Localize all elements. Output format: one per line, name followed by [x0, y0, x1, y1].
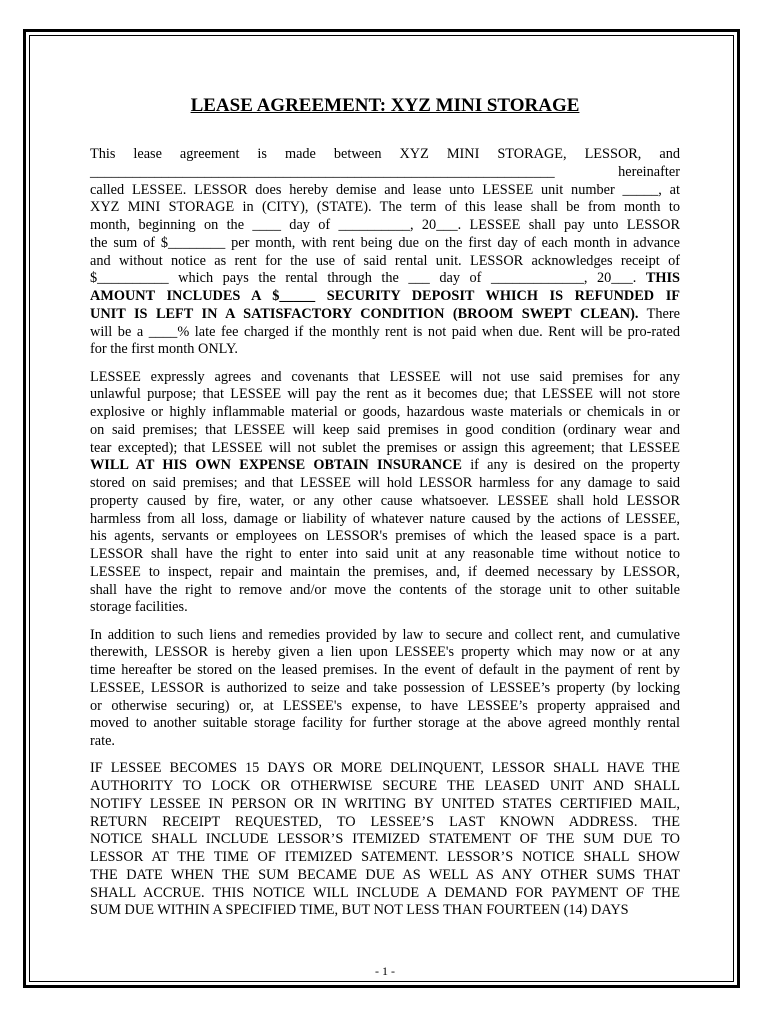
text-run: will be a ____% late fee charged if the monthly rent is not paid when due. Rent will be pro-rated: [90, 323, 680, 340]
text-line: [90, 306, 680, 324]
text-line: [90, 662, 680, 680]
document-body: [90, 146, 680, 930]
text-run: called LESSEE. LESSOR does hereby demise and lease unto LESSEE unit number _____, at: [90, 181, 680, 198]
text-run: and without notice as rent for the use of said rental unit. LESSOR acknowledges receipt of: [90, 252, 680, 269]
text-run: harmless from all loss, damage or liability of whatever nature caused by the actions of LESSEE,: [90, 510, 680, 527]
text-run: property caused by fire, water, or any other cause whatsoever. LESSEE shall hold LESSOR: [90, 492, 680, 509]
text-run: NOTIFY LESSEE IN PERSON OR IN WRITING BY UNITED STATES CERTIFIED MAIL,: [90, 795, 680, 812]
text-line: [90, 199, 680, 217]
text-run: LESSOR shall have the right to enter into said unit at any reasonable time without notice to: [90, 546, 680, 562]
paragraph: [90, 760, 680, 920]
text-line: [90, 698, 680, 716]
text-line: [90, 733, 680, 751]
text-run: his agents, servants or employees on LESSOR's premises of which the leased space is a part.: [90, 528, 680, 545]
document-title: LEASE AGREEMENT: XYZ MINI STORAGE: [190, 95, 580, 116]
text-line: [90, 288, 680, 306]
text-run: This lease agreement is made between XYZ MINI STORAGE, LESSOR, and: [90, 146, 680, 162]
text-line: [90, 217, 680, 235]
bold-text: THIS: [645, 270, 680, 287]
text-line: [90, 386, 680, 404]
text-line: [90, 422, 680, 440]
text-line: [90, 644, 680, 662]
text-line: [90, 457, 680, 475]
text-line: [90, 814, 680, 832]
bold-text: UNIT IS LEFT IN A SATISFACTORY CONDITION (BROOM SWEPT CLEAN).: [90, 305, 639, 322]
text-run: moved to another suitable storage facility for further storage at the above agreed monthly rental: [90, 715, 680, 732]
text-run: tear excepted); that LESSEE will not sublet the premises or assign this agreement; that LESSEE: [90, 439, 680, 456]
bold-text: WILL AT HIS OWN EXPENSE OBTAIN INSURANCE: [90, 457, 462, 474]
paragraph: [90, 146, 680, 359]
text-run: IF LESSEE BECOMES 15 DAYS OR MORE DELINQUENT, LESSOR SHALL HAVE THE: [90, 760, 680, 777]
text-run: AUTHORITY TO LOCK OR OTHERWISE SECURE THE LEASED UNIT AND SHALL: [90, 778, 680, 794]
text-line: [90, 546, 680, 564]
text-line: [90, 715, 680, 733]
text-run: NOTICE SHALL INCLUDE LESSOR’S ITEMIZED STATEMENT OF THE SUM DUE TO: [90, 831, 680, 848]
text-line: [90, 849, 680, 867]
text-run: THE DATE WHEN THE SUM BECAME DUE AS WELL AS ANY OTHER SUMS THAT: [90, 866, 680, 883]
text-line: [90, 778, 680, 796]
text-run: SHALL ACCRUE. THIS NOTICE WILL INCLUDE A DEMAND FOR PAYMENT OF THE: [90, 884, 680, 901]
text-run: on said premises; that LESSEE will keep said premises in good condition (ordinary wear and: [90, 421, 680, 438]
text-line: [90, 796, 680, 814]
text-line: [90, 582, 680, 600]
text-line: [90, 511, 680, 529]
text-line: [90, 164, 680, 182]
text-run: LESSOR AT THE TIME OF ITEMIZED SATEMENT. LESSOR’S NOTICE SHALL SHOW: [90, 849, 680, 865]
text-run: the sum of $________ per month, with rent being due on the first day of each month in advance: [90, 234, 680, 251]
text-run: There: [638, 305, 680, 322]
text-run: LESSEE, LESSOR is authorized to seize and take possession of LESSEE’s property (by locking: [90, 679, 680, 696]
text-line: [90, 341, 680, 359]
text-run: for the first month ONLY.: [90, 341, 239, 358]
text-run: unlawful purpose; that LESSEE will pay the rent as it becomes due; that LESSEE will not store: [90, 386, 680, 403]
text-run: time hereafter be stored on the leased premises. In the event of default in the payment of rent by: [90, 662, 680, 678]
text-run: RETURN RECEIPT REQUESTED, TO LESSEE’S LAST KNOWN ADDRESS. THE: [90, 813, 680, 830]
text-line: [90, 369, 680, 387]
text-run: _________________________________________________________________ hereinafter: [90, 163, 680, 180]
text-line: [90, 867, 680, 885]
text-run: if any is desired on the property: [461, 457, 680, 474]
text-run: In addition to such liens and remedies provided by law to secure and collect rent, and cumulative: [90, 626, 680, 643]
text-line: [90, 235, 680, 253]
text-line: [90, 493, 680, 511]
text-line: [90, 902, 680, 920]
text-run: storage facilities.: [90, 599, 188, 616]
text-line: [90, 885, 680, 903]
text-run: LESSEE to inspect, repair and maintain the premises, and, if deemed necessary by LESSOR,: [90, 563, 680, 580]
text-run: XYZ MINI STORAGE in (CITY), (STATE). The term of this lease shall be from month to: [90, 199, 680, 216]
text-line: [90, 760, 680, 778]
text-line: [90, 475, 680, 493]
paragraph: [90, 369, 680, 618]
text-line: [90, 599, 680, 617]
page-number: - 1 -: [375, 964, 395, 978]
text-run: rate.: [90, 733, 115, 749]
text-run: LESSEE expressly agrees and covenants that LESSEE will not use said premises for any: [90, 368, 680, 385]
text-line: [90, 270, 680, 288]
text-line: [90, 253, 680, 271]
text-line: [90, 440, 680, 458]
text-run: therewith, LESSOR is hereby given a lien upon LESSEE's property which may now or at any: [90, 644, 680, 661]
text-line: [90, 404, 680, 422]
text-line: [90, 564, 680, 582]
text-run: explosive or highly inflammable material or goods, hazardous waste materials or chemicals in or: [90, 404, 680, 420]
text-run: shall have the right to remove and/or move the contents of the storage unit to other suitable: [90, 581, 680, 598]
text-line: [90, 528, 680, 546]
text-run: $__________ which pays the rental through the ___ day of _____________, 20___.: [90, 270, 646, 287]
text-run: stored on said premises; and that LESSEE will hold LESSOR harmless for any damage to said: [90, 475, 680, 491]
text-run: SUM DUE WITHIN A SPECIFIED TIME, BUT NOT LESS THAN FOURTEEN (14) DAYS: [90, 902, 629, 919]
text-line: [90, 831, 680, 849]
text-run: month, beginning on the ____ day of __________, 20___. LESSEE shall pay unto LESSOR: [90, 217, 680, 233]
text-line: [90, 680, 680, 698]
text-line: [90, 627, 680, 645]
text-run: or otherwise securing) or, at LESSEE's expense, to have LESSEE’s property appraised and: [90, 697, 680, 714]
text-line: [90, 146, 680, 164]
text-line: [90, 324, 680, 342]
bold-text: AMOUNT INCLUDES A $_____ SECURITY DEPOSIT WHICH IS REFUNDED IF: [90, 288, 680, 304]
paragraph: [90, 627, 680, 751]
text-line: [90, 182, 680, 200]
